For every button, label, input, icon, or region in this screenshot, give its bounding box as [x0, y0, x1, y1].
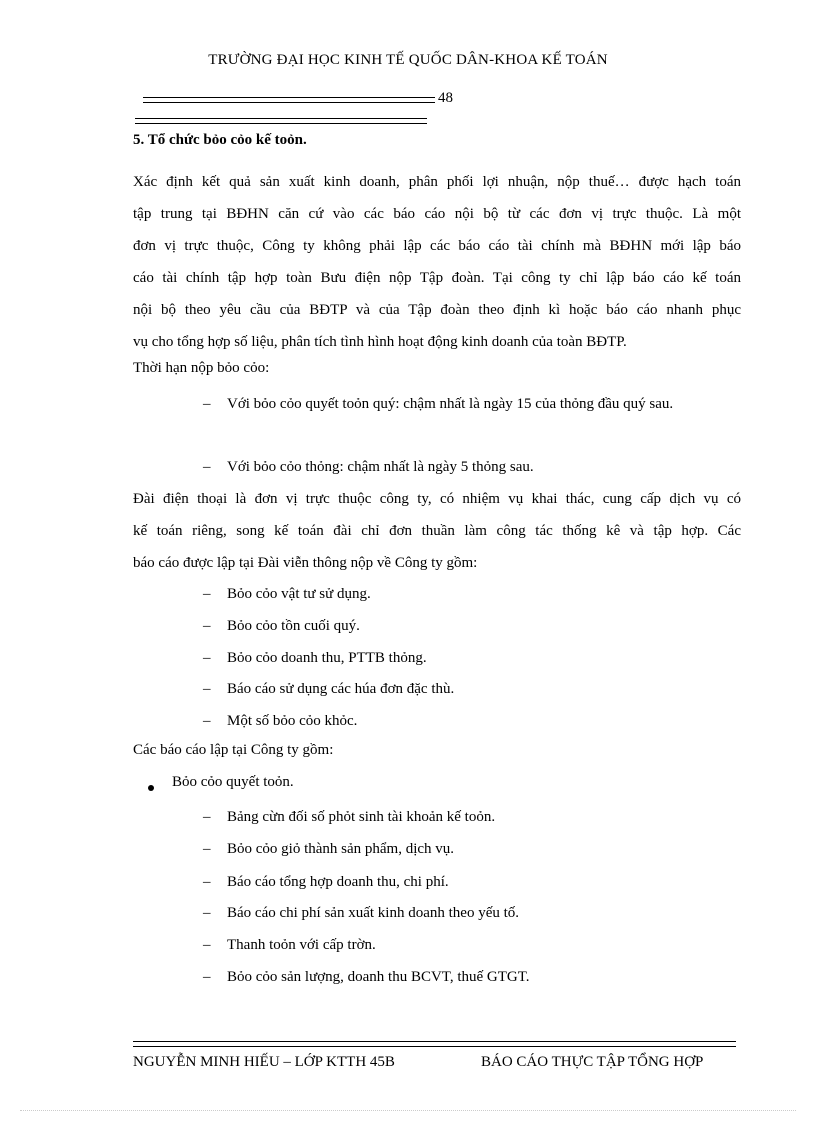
dash-marker: –	[203, 618, 211, 634]
dash-marker: –	[203, 809, 211, 825]
list-item-text: Với bỏo cỏo quyết toỏn quý: chậm nhất là ngày 15 của thỏng đầu quý sau.	[227, 396, 674, 412]
footer-author: NGUYỄN MINH HIẾU – LỚP KTTH 45B	[133, 1054, 395, 1070]
section-heading: 5. Tổ chức bỏo cỏo kế toỏn.	[133, 132, 307, 148]
paragraph-line: Xác định kết quả sản xuất kinh doanh, phân phối lợi nhuận, nộp thuế… được hạch toán	[133, 174, 741, 190]
page-bottom-border	[20, 1110, 796, 1111]
dash-marker: –	[203, 969, 211, 985]
paragraph-line: cáo tài chính tập hợp toàn Bưu điện nộp Tập đoàn. Tại công ty chỉ lập báo cáo kế toán	[133, 270, 741, 286]
footer-rule	[133, 1041, 736, 1047]
list-item-text: Bỏo cỏo tồn cuối quý.	[227, 618, 360, 634]
dash-marker: –	[203, 713, 211, 729]
list-item-text: Thanh toỏn với cấp trờn.	[227, 937, 376, 953]
page-header-title: TRƯỜNG ĐẠI HỌC KINH TẾ QUỐC DÂN-KHOA KẾ TOÁN	[208, 52, 608, 68]
page-number: 48	[438, 90, 453, 106]
list-item-text: Một số bỏo cỏo khỏc.	[227, 713, 358, 729]
paragraph-line: đơn vị trực thuộc, Công ty không phải lập các báo cáo tài chính mà BĐHN mới lập báo	[133, 238, 741, 254]
list-item-text: Với bỏo cỏo thỏng: chậm nhất là ngày 5 thỏng sau.	[227, 459, 534, 475]
paragraph-line: nội bộ theo yêu cầu của BĐTP và của Tập đoàn theo định kì hoặc báo cáo nhanh phục	[133, 302, 741, 318]
paragraph-station	[133, 483, 741, 579]
list-item-text: Bỏo cỏo sản lượng, doanh thu BCVT, thuế GTGT.	[227, 969, 530, 985]
dash-marker: –	[203, 586, 211, 602]
paragraph-line: tập trung tại BĐHN căn cứ vào các báo cáo nội bộ từ các đơn vị trực thuộc. Là một	[133, 206, 741, 222]
dash-marker: –	[203, 396, 211, 412]
paragraph-results	[133, 166, 741, 358]
paragraph-line: kế toán riêng, song kế toán đài chỉ đơn thuần làm công tác thống kê và tập hợp. Các	[133, 523, 741, 539]
header-rule-top	[143, 97, 435, 103]
list-item-text: Bỏo cỏo vật tư sử dụng.	[227, 586, 371, 602]
dash-marker: –	[203, 905, 211, 921]
list-item-text: Báo cáo sử dụng các húa đơn đặc thù.	[227, 681, 455, 697]
dash-marker: –	[203, 874, 211, 890]
list-item-text: Bỏo cỏo giỏ thành sản phẩm, dịch vụ.	[227, 841, 455, 857]
bullet-text: Bỏo cỏo quyết toỏn.	[172, 774, 294, 790]
list-item-text: Bỏo cỏo doanh thu, PTTB thỏng.	[227, 650, 427, 666]
list-item-text: Báo cáo tổng hợp doanh thu, chi phí.	[227, 874, 449, 890]
paragraph-line: báo cáo được lập tại Đài viễn thông nộp về Công ty gồm:	[133, 555, 478, 571]
deadline-label: Thời hạn nộp bỏo cỏo:	[133, 360, 270, 376]
bullet-icon	[148, 785, 154, 791]
paragraph-line: vụ cho tổng hợp số liệu, phân tích tình hình hoạt động kinh doanh của toàn BĐTP.	[133, 334, 627, 350]
dash-marker: –	[203, 650, 211, 666]
footer-report-title: BÁO CÁO THỰC TẬP TỔNG HỢP	[481, 1054, 704, 1070]
list-item-text: Báo cáo chi phí sản xuất kinh doanh theo yếu tố.	[227, 905, 520, 921]
company-reports-label: Các báo cáo lập tại Công ty gồm:	[133, 742, 334, 758]
dash-marker: –	[203, 841, 211, 857]
dash-marker: –	[203, 937, 211, 953]
dash-marker: –	[203, 681, 211, 697]
dash-marker: –	[203, 459, 211, 475]
list-item-text: Bảng cừn đối số phỏt sinh tài khoản kế toỏn.	[227, 809, 496, 825]
paragraph-line: Đài điện thoại là đơn vị trực thuộc công ty, có nhiệm vụ khai thác, cung cấp dịch vụ có	[133, 491, 741, 507]
header-rule-bottom	[135, 118, 427, 124]
